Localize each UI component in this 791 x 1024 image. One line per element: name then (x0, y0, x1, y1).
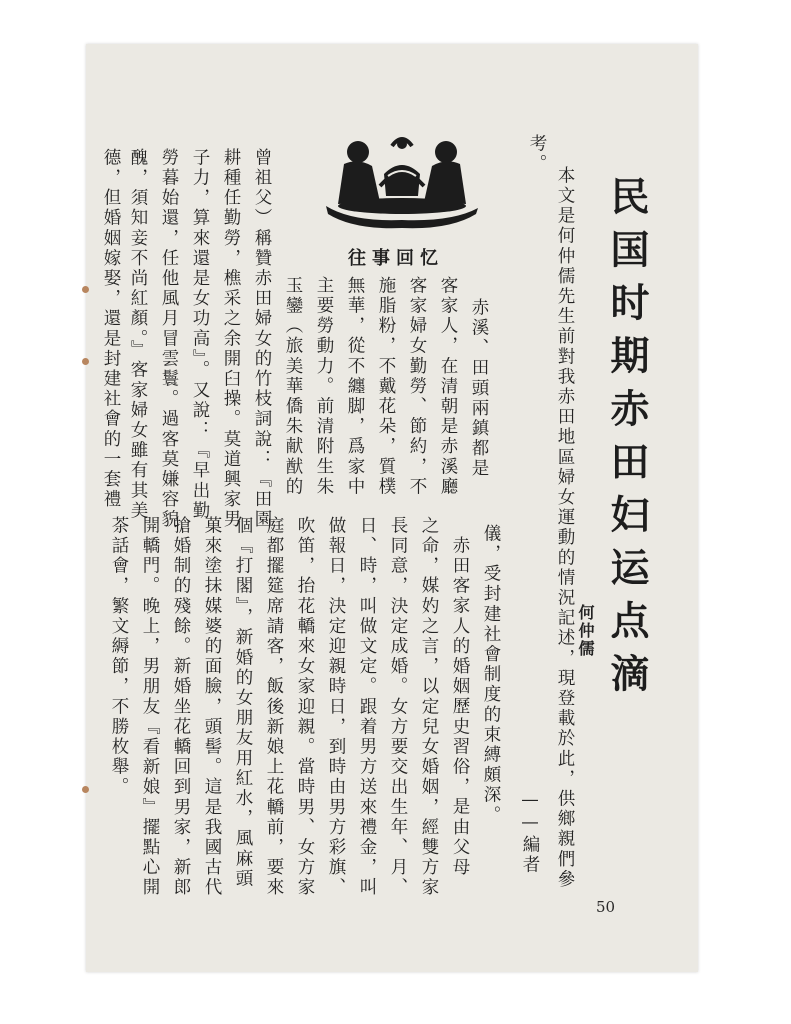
body-column: 做報日，決定迎親時日，到時由男方彩旗、 (326, 516, 346, 898)
body-column: 客家婦女勤勞、節約，不 (407, 276, 427, 498)
body-column: 長同意，決定成婚。女方要交出生年、月、 (388, 516, 408, 898)
body-column: 個『打閣』，新婚的女朋友用紅水，風麻頭 (233, 516, 253, 890)
body-column: 菓來塗抹媒婆的面臉，頭髻。這是我國古代 (202, 516, 222, 898)
body-column: 開轎門。晚上，男朋友『看新娘』擺點心開 (140, 516, 160, 898)
body-column: 子力，算來還是女功高』。又說：『早出勤 (190, 148, 210, 522)
intro-text-line: 考。 (527, 134, 547, 175)
body-column: 赤田客家人的婚姻歷史習俗，是由父母 (450, 536, 470, 878)
body-column: 德，但婚姻嫁娶，還是封建社會的一套禮 (101, 148, 121, 510)
body-column: 庭都擺筵席請客，飯後新娘上花轎前，要來 (264, 516, 284, 898)
body-column: 日、時，叫做文定。跟着男方送來禮金，叫 (357, 516, 377, 898)
body-column: 曾祖父）稱贊赤田婦女的竹枝詞說：『田園 (252, 148, 272, 530)
body-column: 吹笛，抬花轎來女家迎親。當時男、女方家 (295, 516, 315, 898)
reading-figures-illustration (322, 126, 482, 230)
body-column: 玉鑾（旅美華僑朱献猷的 (283, 276, 303, 498)
article-author: 何仲儒 (576, 604, 595, 658)
page-number: 50 (596, 898, 616, 916)
body-column: 主要勞動力。前清附生朱 (314, 276, 334, 498)
body-column: 之命，媒妁之言，以定兒女婚姻，經雙方家 (419, 516, 439, 898)
body-column: 赤溪、田頭兩鎮都是 (469, 298, 489, 479)
binding-hole (82, 358, 89, 365)
body-column: 客家人，在清朝是赤溪廳 (438, 276, 458, 498)
body-column: 茶話會，繁文縟節，不勝枚舉。 (109, 516, 129, 798)
section-heading: 往事回忆 (348, 248, 444, 269)
intro-text-line: 本文是何仲儒先生前對我赤田地區婦女運動的情況記述，現登載於此，供鄉親們參 (555, 166, 575, 890)
body-column: 醜，須知妾不尚紅顏。』客家婦女雖有其美 (128, 148, 148, 522)
binding-hole (82, 286, 89, 293)
body-column: 搶婚制的殘餘。新婚坐花轎回到男家，新郎 (171, 516, 191, 898)
body-column: 無華，從不纏脚，爲家中 (345, 276, 365, 498)
article-title: 民国时期赤田妇运点滴 (604, 176, 650, 706)
body-column: 勞暮始還，任他風月冒雲鬟。過客莫嫌容貌 (159, 148, 179, 530)
body-column: 施脂粉，不戴花朵，質樸 (376, 276, 396, 498)
intro-signature: ——編者 (520, 790, 540, 876)
body-column: 儀，受封建社會制度的束縛頗深。 (481, 524, 501, 826)
body-column: 耕種任勤勞，樵采之余開臼操。莫道興家男 (221, 148, 241, 530)
binding-hole (82, 786, 89, 793)
